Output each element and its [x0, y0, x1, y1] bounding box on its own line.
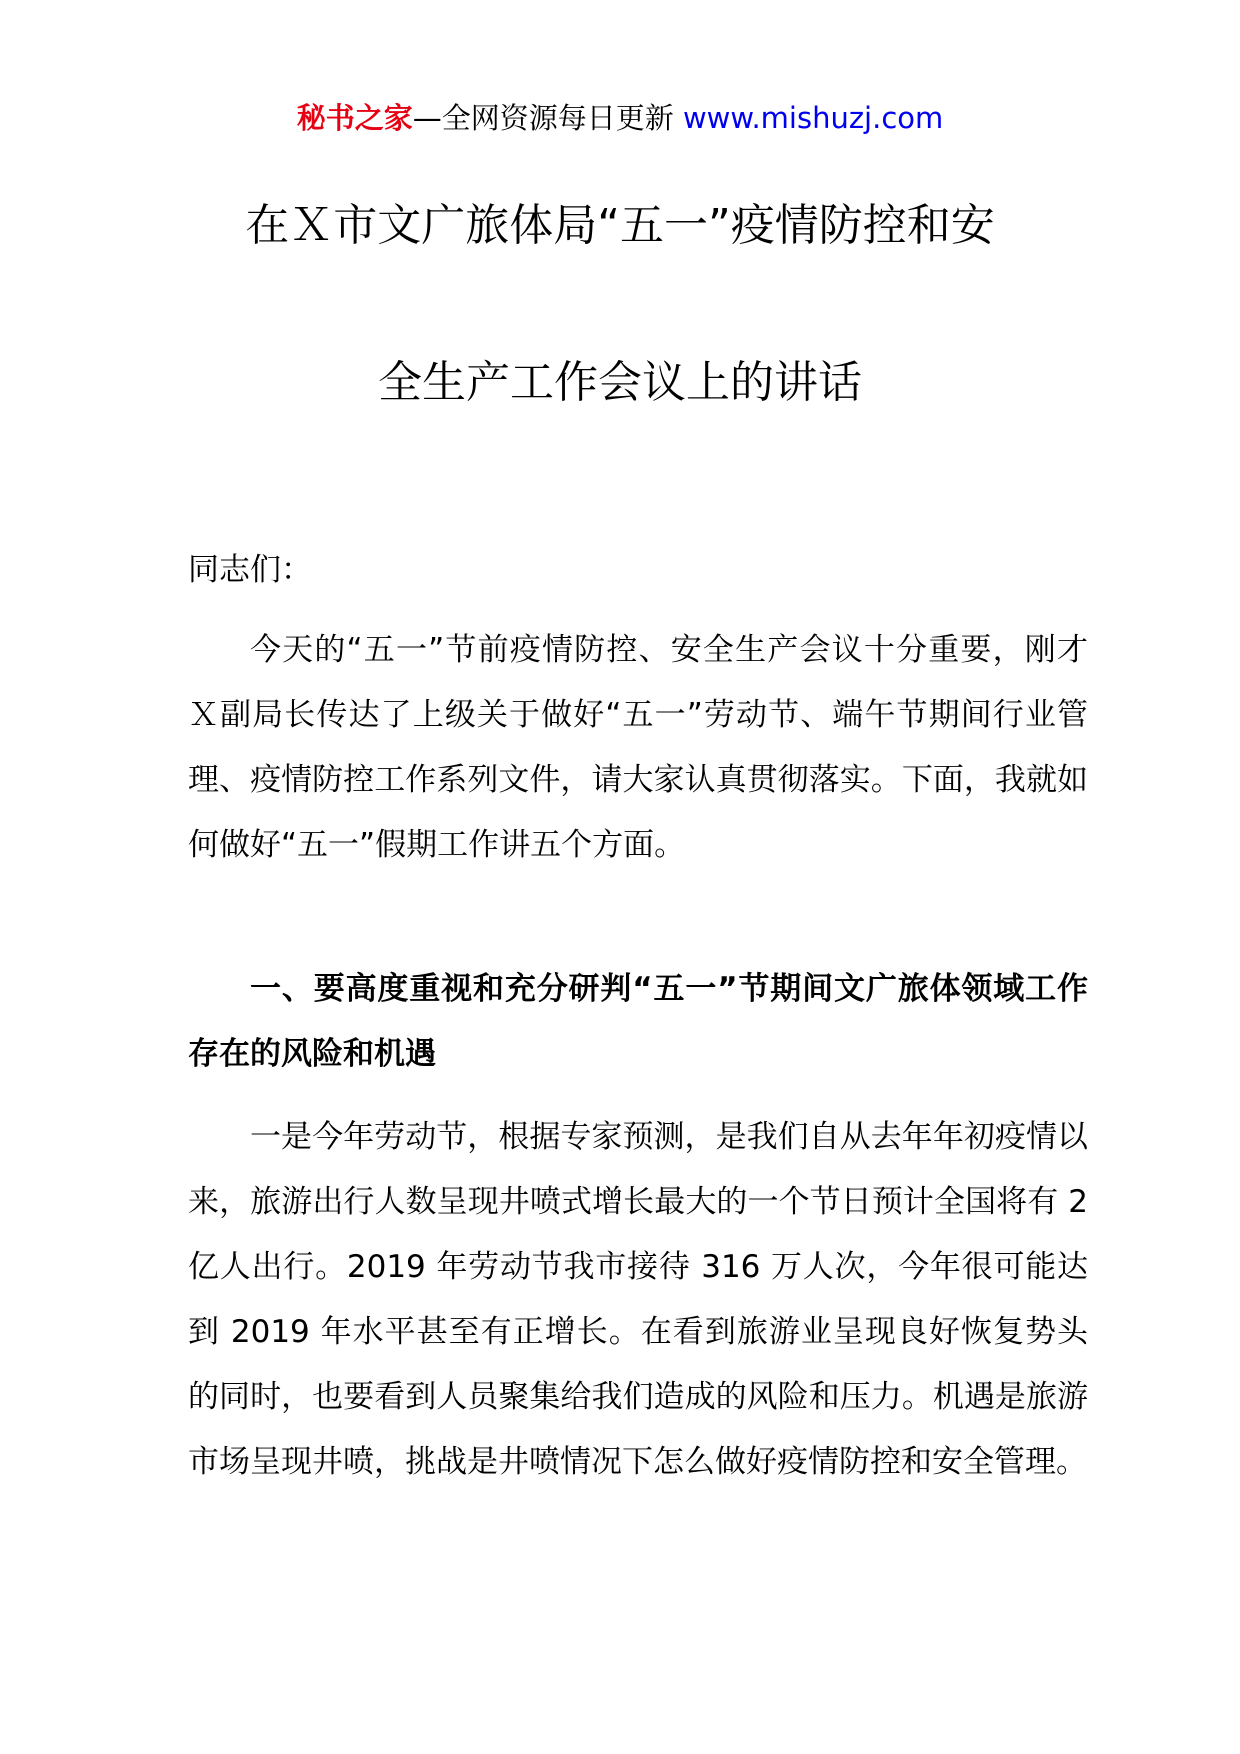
site-header — [0, 98, 1240, 138]
paragraph-intro — [188, 618, 1088, 878]
header-tagline: —全网资源每日更新 — [412, 101, 683, 135]
document-title-line-1: 在Ｘ市文广旅体局“五一”疫情防控和安 — [245, 200, 995, 251]
paragraph-intro-text: 今天的“五一”节前疫情防控、安全生产会议十分重要，刚才Ｘ副局长传达了上级关于做好“五一”劳动节、端午节期间行业管理、疫情防控工作系列文件，请大家认真贯彻落实。下面，我就如何做好“五一”假期工作讲五个方面。 — [188, 632, 1088, 863]
section-heading-1 — [188, 957, 1088, 1087]
document-title-line-2: 全生产工作会议上的讲话 — [378, 357, 862, 408]
section-heading-1-text: 一、要高度重视和充分研判“五一”节期间文广旅体领域工作存在的风险和机遇 — [188, 971, 1088, 1072]
brand-name: 秘书之家 — [296, 101, 413, 135]
salutation: 同志们： — [188, 552, 312, 588]
paragraph-section-1 — [188, 1105, 1088, 1495]
paragraph-section-1-text: 一是今年劳动节，根据专家预测，是我们自从去年年初疫情以来，旅游出行人数呈现井喷式增长最大的一个节日预计全国将有 2 亿人出行。2019 年劳动节我市接待 316 万人次，今年很可能达到 2019 年水平甚至有正增长。在看到旅游业呈现良好恢复势头的同时，也要看到人员聚集给我们造成的风险和压力。机遇是旅游市场呈现井喷，挑战是井喷情况下怎么做好疫情防控和安全管理。 — [188, 1119, 1088, 1480]
site-url-link[interactable]: www.mishuzj.com — [682, 101, 944, 135]
